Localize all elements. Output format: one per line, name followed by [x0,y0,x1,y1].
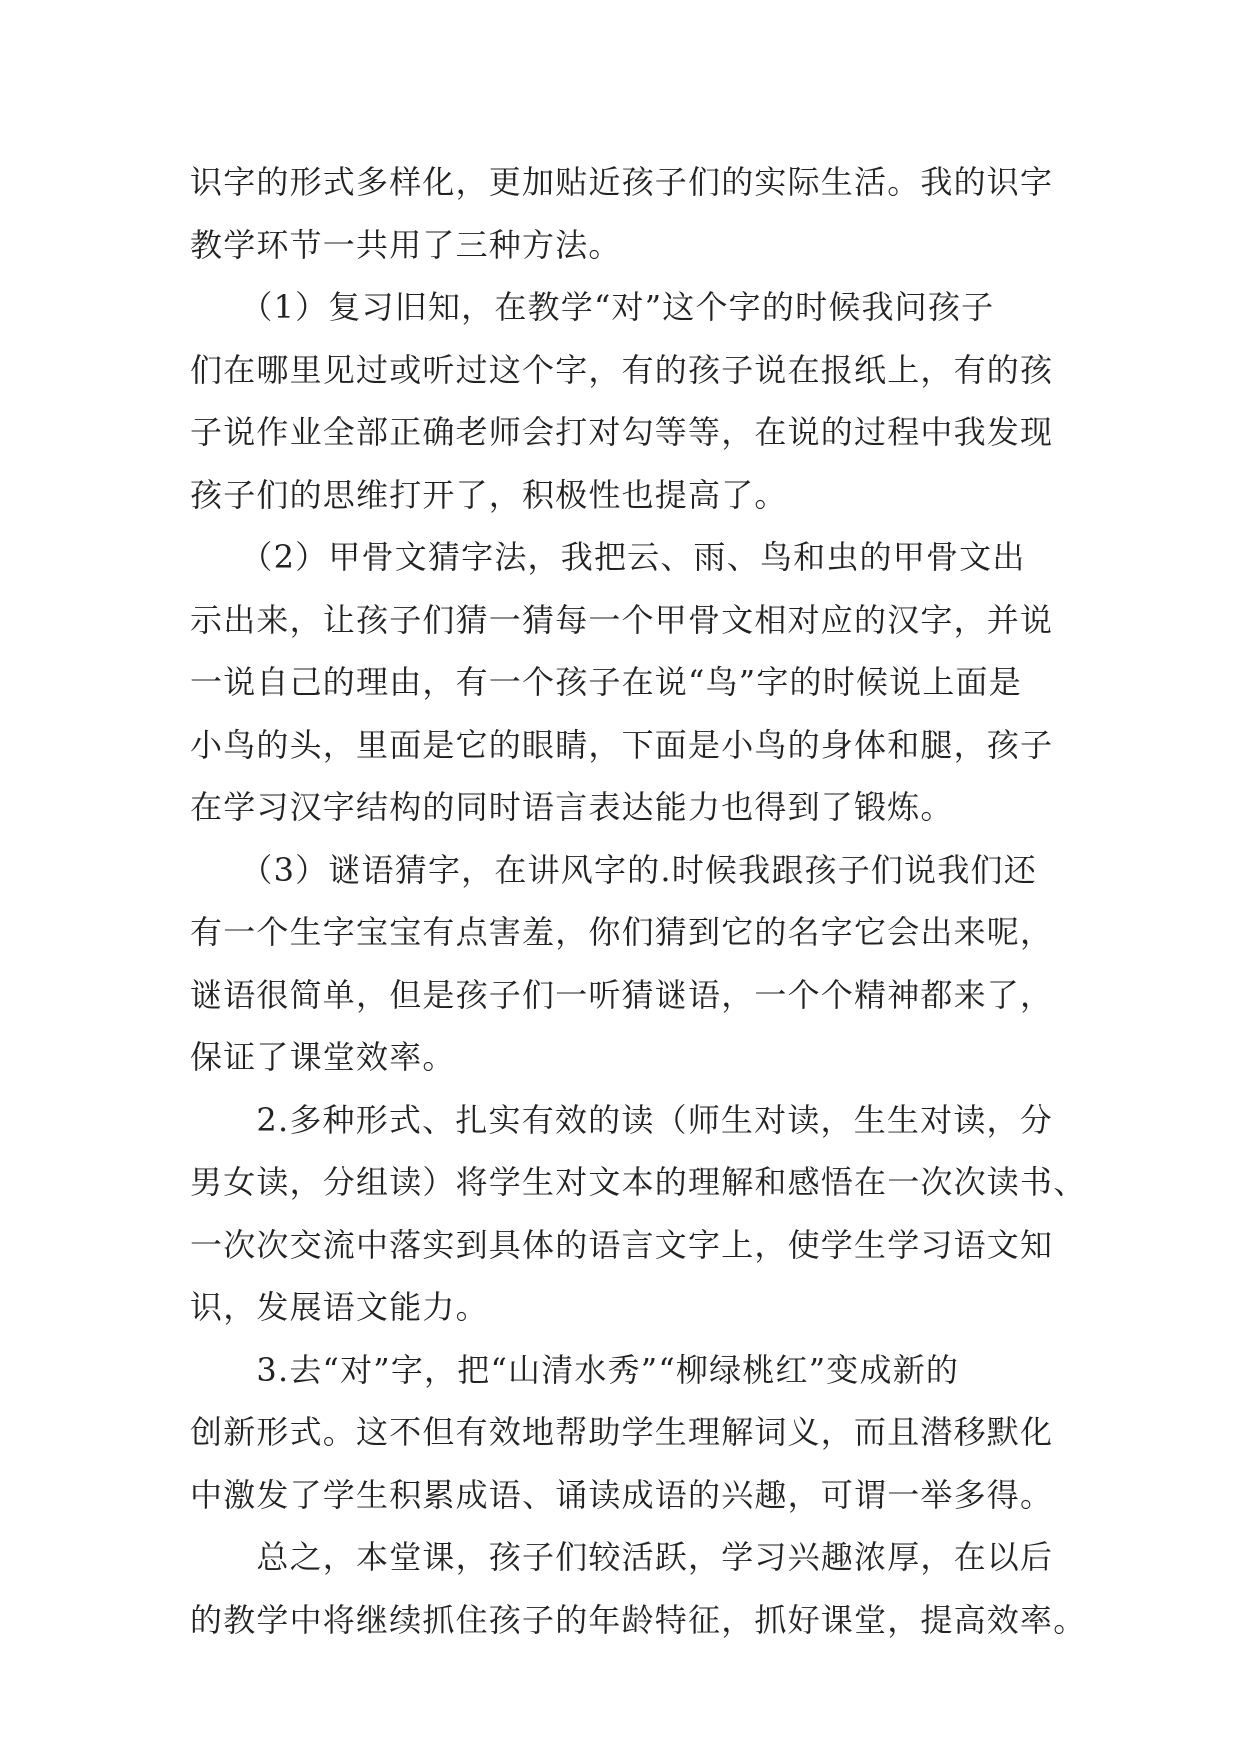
text-line: 创新形式。这不但有效地帮助学生理解词义，而且潜移默化 [190,1413,1054,1451]
paragraph-point-2 [190,1089,1087,1339]
text-line: （1）复习旧知，在教学“对”这个字的时候我问孩子 [190,288,995,326]
text-line: 2.多种形式、扎实有效的读（师生对读，生生对读，分 [190,1100,1053,1139]
text-line: 有一个生字宝宝有点害羞，你们猜到它的名字它会出来呢， [190,913,1054,951]
text-line: 保证了课堂效率。 [190,1038,456,1076]
text-line: 识，发展语文能力。 [190,1288,489,1326]
paragraph-method-2 [190,526,1070,839]
text-line: 3.去“对”字，把“山清水秀”“柳绿桃红”变成新的 [190,1350,960,1389]
text-line: 一次次交流中落实到具体的语言文字上，使学生学习语文知 [190,1225,1054,1264]
text-line: 识字的形式多样化，更加贴近孩子们的实际生活。我的识字 [190,163,1054,201]
paragraph-point-3 [190,1339,1070,1527]
text-line: 教学环节一共用了三种方法。 [190,225,622,264]
paragraph-conclusion [190,1526,1087,1651]
paragraph-intro [190,151,1070,276]
text-line: 孩子们的思维打开了，积极性也提高了。 [190,475,788,514]
paragraph-method-3 [190,839,1070,1089]
text-line: 谜语很简单，但是孩子们一听猜谜语，一个个精神都来了， [190,975,1054,1014]
text-line: 子说作业全部正确老师会打对勾等等，在说的过程中我发现 [190,413,1054,451]
text-line: 总之，本堂课，孩子们较活跃，学习兴趣浓厚，在以后 [190,1538,1054,1576]
text-line: （3）谜语猜字，在讲风字的.时候我跟孩子们说我们还 [190,850,1037,889]
text-line: 男女读，分组读）将学生对文本的理解和感悟在一次次读书、 [190,1163,1087,1201]
text-line: 在学习汉字结构的同时语言表达能力也得到了锻炼。 [190,788,954,826]
text-line: 示出来，让孩子们猜一猜每一个甲骨文相对应的汉字，并说 [190,600,1054,639]
text-line: 中激发了学生积累成语、诵读成语的兴趣，可谓一举多得。 [190,1475,1054,1514]
document-body [190,151,1087,1651]
text-line: 的教学中将继续抓住孩子的年龄特征，抓好课堂，提高效率。 [190,1600,1087,1639]
text-line: 小鸟的头，里面是它的眼睛，下面是小鸟的身体和腿，孩子 [190,725,1054,764]
text-line: 一说自己的理由，有一个孩子在说“鸟”字的时候说上面是 [190,663,1022,701]
text-line: 们在哪里见过或听过这个字，有的孩子说在报纸上，有的孩 [190,350,1054,389]
text-line: （2）甲骨文猜字法，我把云、雨、鸟和虫的甲骨文出 [190,538,1026,576]
paragraph-method-1 [190,276,1070,526]
